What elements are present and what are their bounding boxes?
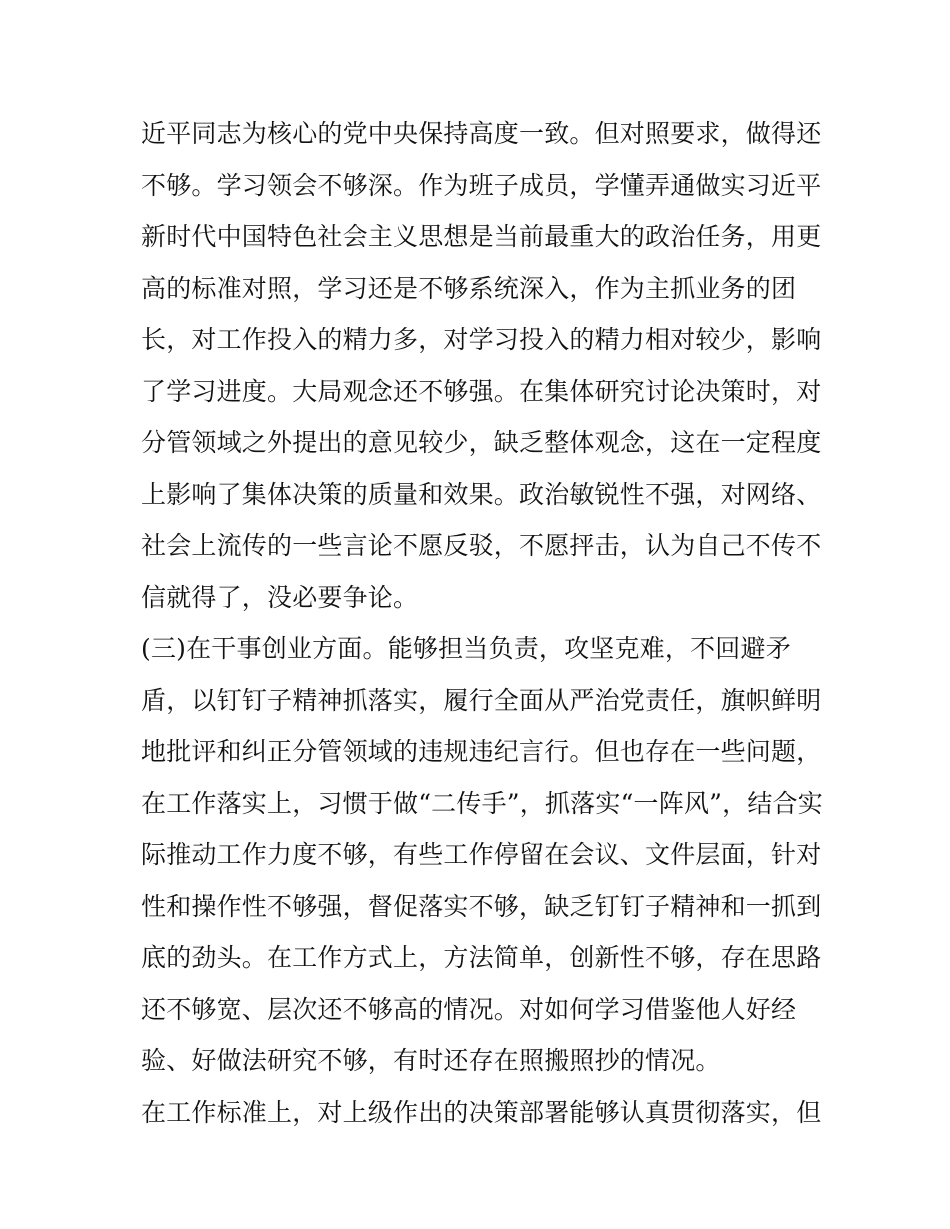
text-line-10: 信就得了，没必要争论。: [141, 582, 419, 612]
text-line-3: 新时代中国特色社会主义思想是当前最重大的政治任务，用更: [141, 222, 822, 251]
text-line-8: 上影响了集体决策的质量和效果。政治敏锐性不强，对网络、: [141, 479, 822, 509]
text-line-14: 在工作落实上，习惯于做“二传手”，抓落实“一阵风”，结合实: [141, 788, 823, 818]
text-line-17: 底的劲头。在工作方式上，方法简单，创新性不够，存在思路: [141, 943, 822, 972]
text-line-16: 性和操作性不够强，督促落实不够，缺乏钉钉子精神和一抓到: [141, 891, 822, 921]
text-line-18: 还不够宽、层次还不够高的情况。对如何学习借鉴他人好经: [141, 994, 797, 1024]
text-line-7: 分管领域之外提出的意见较少，缺乏整体观念，这在一定程度: [141, 428, 822, 457]
body-text: [141, 108, 831, 1138]
text-line-2: 不够。学习领会不够深。作为班子成员，学懂弄通做实习近平: [141, 170, 822, 200]
text-line-20: 在工作标准上，对上级作出的决策部署能够认真贯彻落实，但: [141, 1097, 822, 1127]
text-line-6: 了学习进度。大局观念还不够强。在集体研究讨论决策时，对: [141, 376, 822, 406]
text-line-12: 盾，以钉钉子精神抓落实，履行全面从严治党责任，旗帜鲜明: [141, 685, 822, 715]
text-line-13: 地批评和纠正分管领域的违规违纪言行。但也存在一些问题，: [141, 737, 822, 766]
text-line-11: (三)在干事创业方面。能够担当负责，攻坚克难，不回避矛: [141, 634, 791, 663]
text-line-1: 近平同志为核心的党中央保持高度一致。但对照要求，做得还: [141, 119, 822, 148]
text-line-9: 社会上流传的一些言论不愿反驳，不愿抨击，认为自己不传不: [141, 531, 822, 560]
text-line-19: 验、好做法研究不够，有时还存在照搬照抄的情况。: [141, 1046, 721, 1075]
text-line-4: 高的标准对照，学习还是不够系统深入，作为主抓业务的团: [141, 273, 797, 303]
text-line-5: 长，对工作投入的精力多，对学习投入的精力相对较少，影响: [141, 325, 822, 354]
text-line-15: 际推动工作力度不够，有些工作停留在会议、文件层面，针对: [141, 840, 822, 869]
